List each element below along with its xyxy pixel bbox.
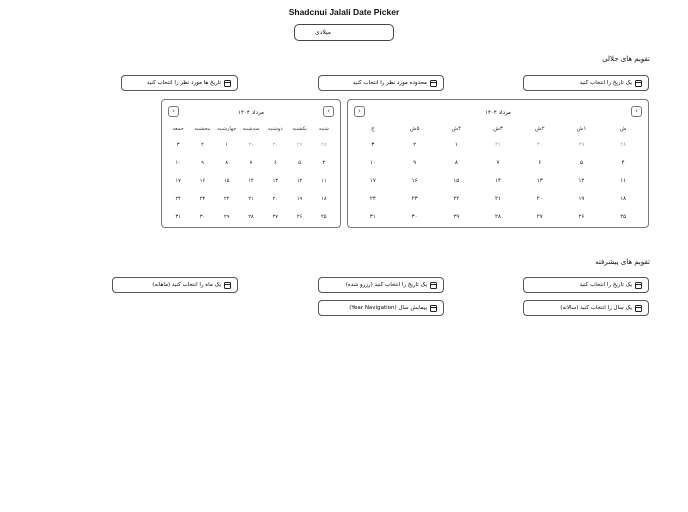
reserved-date-button[interactable] [318,277,444,293]
day-cell[interactable]: ۲۰ [536,196,543,202]
day-cell[interactable]: ۹ [201,160,204,166]
day-cell[interactable]: ۲۷ [272,214,278,220]
weekday-header: سه‌شنبه [242,126,260,132]
day-cell[interactable]: ۱۰ [175,160,181,166]
day-cell[interactable]: ۱۹ [578,196,585,202]
day-cell[interactable]: ۲۸ [620,142,627,148]
calendar-icon [635,80,642,87]
day-cell[interactable]: ۲۵ [620,214,627,220]
month-label: مرداد ۱۴۰۴ [485,110,511,116]
day-cell[interactable]: ۲ [201,142,204,148]
calendar-icon [430,305,437,312]
day-cell[interactable]: ۳۰ [272,142,278,148]
day-cell[interactable]: ۱۴ [248,178,254,184]
weekday-header: پنجشنبه [194,126,211,132]
day-cell[interactable]: ۱ [454,142,458,148]
day-cell[interactable]: ۹ [413,160,417,166]
day-cell[interactable]: ۶ [538,160,542,166]
weekday-header: ج [371,126,375,132]
day-cell[interactable]: ۲۳ [199,196,206,202]
weekday-header: جمعه [172,126,184,132]
button-label: محدوده مورد نظر را انتخاب کنید [352,80,427,86]
day-cell[interactable]: ۷ [249,160,253,166]
day-grid [348,122,648,226]
button-label: یک تاریخ را انتخاب کنید (رزرو شده) [345,282,427,288]
single-date-button[interactable] [523,75,649,91]
day-cell[interactable]: ۸ [225,160,229,166]
month-label: مرداد ۱۴۰۴ [238,110,264,116]
day-cell[interactable]: ۲۶ [296,214,303,220]
calendar-icon [224,80,231,87]
day-cell[interactable]: ۲۵ [321,214,327,220]
day-cell[interactable]: ۲۴ [369,196,376,202]
calendar-icon [430,80,437,87]
month-picker-button[interactable] [112,277,238,293]
day-cell[interactable]: ۲۸ [321,142,327,148]
day-cell[interactable]: ۲۸ [495,214,501,220]
day-cell[interactable]: ۱ [225,142,229,148]
day-cell[interactable]: ۲۹ [453,214,460,220]
day-cell[interactable]: ۱۴ [495,178,501,184]
day-cell[interactable]: ۱۵ [224,178,230,184]
day-cell[interactable]: ۲ [413,142,417,148]
day-cell[interactable]: ۱۷ [369,178,376,184]
page-title: Shadcnui Jalali Date Picker [288,7,400,17]
calendar-icon [224,282,231,289]
day-cell[interactable]: ۳۰ [536,142,543,148]
day-cell[interactable]: ۸ [454,160,458,166]
day-cell[interactable]: ۱۷ [175,178,181,184]
day-cell[interactable]: ۲۴ [175,196,181,202]
calendar-icon [430,282,437,289]
day-cell[interactable]: ۳۰ [411,214,418,220]
day-cell[interactable]: ۱۳ [536,178,543,184]
year-picker-button[interactable] [523,300,649,316]
advanced-section-heading: تقویم های پیشرفته [595,258,650,266]
jalali-section-heading: تقویم های جلالی [602,55,650,63]
day-cell[interactable]: ۶ [273,160,277,166]
day-cell[interactable]: ۷ [496,160,500,166]
day-cell[interactable]: ۱۲ [296,178,303,184]
day-cell[interactable]: ۲۷ [536,214,543,220]
advanced-single-date-button[interactable] [523,277,649,293]
day-cell[interactable]: ۳ [176,142,180,148]
day-cell[interactable]: ۲۸ [248,214,254,220]
chevron-left-icon[interactable]: ‹ [168,106,179,117]
day-cell[interactable]: ۲۲ [453,196,460,202]
chevron-right-icon[interactable]: › [631,106,642,117]
button-label: یک تاریخ را انتخاب کنید [579,80,632,86]
day-cell[interactable]: ۱۱ [620,178,627,184]
date-range-button[interactable] [318,75,444,91]
day-cell[interactable]: ۵ [579,160,583,166]
day-cell[interactable]: ۲۶ [578,214,585,220]
day-cell[interactable]: ۲۱ [248,196,254,202]
day-cell[interactable]: ۴ [322,160,326,166]
calendar-small [161,99,341,228]
day-cell[interactable]: ۱۵ [453,178,460,184]
day-cell[interactable]: ۳۰ [199,214,206,220]
weekday-header: چهارشنبه [217,126,237,132]
day-cell[interactable]: ۱۳ [272,178,278,184]
day-grid [162,122,340,226]
weekday-header: ۲ش [534,126,545,132]
button-label: یک ماه را انتخاب کنید (ماهانه) [152,282,221,288]
day-cell[interactable]: ۳۱ [175,214,181,220]
day-cell[interactable]: ۱۹ [296,196,303,202]
calendar-icon [635,305,642,312]
weekday-header: یکشنبه [292,126,307,132]
day-cell[interactable]: ۱۲ [578,178,585,184]
weekday-header: شنبه [318,126,329,132]
weekday-header: ش [619,126,627,132]
calendar-icon [635,282,642,289]
day-cell[interactable]: ۱۱ [321,178,327,184]
weekday-header: ۴ش [451,126,462,132]
weekday-header: ۱ش [576,126,587,132]
year-navigation-button[interactable] [318,300,444,316]
day-cell[interactable]: ۴ [621,160,625,166]
button-label: یک تاریخ را انتخاب کنید [579,282,632,288]
day-cell[interactable]: ۱۸ [321,196,327,202]
day-cell[interactable]: ۵ [298,160,301,166]
day-cell[interactable]: ۱۶ [411,178,418,184]
day-cell[interactable]: ۳ [371,142,375,148]
day-cell[interactable]: ۱۶ [199,178,206,184]
day-cell[interactable]: ۲۱ [495,196,501,202]
day-cell[interactable]: ۳۱ [369,214,376,220]
button-label: پیمایش سال (Year Navigation) [349,305,427,311]
day-cell[interactable]: ۱۸ [620,196,627,202]
day-cell[interactable]: ۲۹ [224,214,230,220]
weekday-header: دوشنبه [268,126,283,132]
day-cell[interactable]: ۲۲ [224,196,230,202]
day-cell[interactable]: ۳۱ [248,142,254,148]
calendar-large [347,99,649,228]
weekday-header: ۳ش [493,126,503,132]
chevron-left-icon[interactable]: ‹ [354,106,365,117]
multiple-dates-button[interactable] [121,75,238,91]
day-cell[interactable]: ۱۰ [369,160,376,166]
day-cell[interactable]: ۲۹ [578,142,585,148]
day-cell[interactable]: ۲۹ [296,142,303,148]
day-cell[interactable]: ۲۰ [272,196,278,202]
weekday-header: ۵ش [409,126,420,132]
button-label: تاریخ ها مورد نظر را انتخاب کنید [146,80,221,86]
day-cell[interactable]: ۳۱ [495,142,501,148]
button-label: یک سال را انتخاب کنید (سالانه) [560,305,632,311]
calendar-type-select[interactable]: میلادی [294,24,394,41]
chevron-right-icon[interactable]: › [323,106,334,117]
day-cell[interactable]: ۲۳ [411,196,418,202]
